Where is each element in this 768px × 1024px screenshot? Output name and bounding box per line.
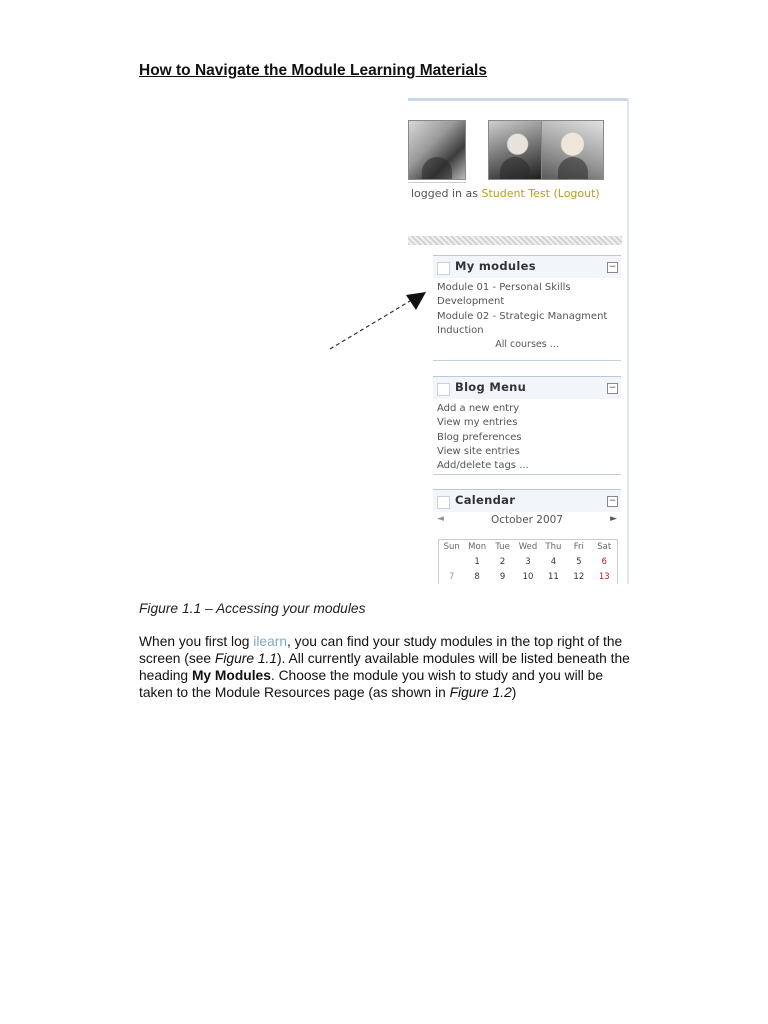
header-photo-man [488,120,542,180]
pointer-arrow-icon [328,290,428,360]
prev-month-icon[interactable]: ◄ [437,514,444,524]
blog-menu-block [433,376,621,473]
calendar-day[interactable]: 11 [547,572,559,582]
calendar-day[interactable]: 3 [525,557,531,567]
weekday-label: Thu [545,542,562,552]
header-photo-left [408,120,466,180]
block-icon [437,383,450,396]
blog-menu-title: Blog Menu [455,380,527,394]
paragraph-text: ). All currently available modules will be listed beneath the heading [139,651,630,683]
login-user-link[interactable]: Student Test [481,187,550,200]
blog-menu-item[interactable]: View site entries [437,445,520,457]
calendar-day[interactable]: 5 [576,557,582,567]
weekday-label: Tue [495,542,510,552]
logout-link[interactable]: (Logout) [553,187,600,200]
minimize-icon[interactable]: − [608,496,617,506]
weekday-label: Fri [573,542,584,552]
blog-menu-item[interactable]: Blog preferences [437,431,522,443]
calendar-month: October 2007 [490,514,564,526]
screenshot-top-border [408,98,629,101]
module-link[interactable]: Module 02 - Strategic Managment [437,310,608,322]
calendar-day[interactable]: 2 [499,557,506,567]
block-separator [433,474,621,475]
hatched-divider [408,236,622,245]
login-prefix: logged in as [411,187,478,200]
calendar-day[interactable] [439,555,464,570]
block-icon [437,496,450,509]
weekday-label: Wed [518,542,538,552]
photo-person-silhouette [558,157,588,179]
blog-menu-item[interactable]: Add/delete tags ... [437,460,529,472]
paragraph-text: . Choose the module you wish to study and you will be taken to the Module Resources page (as shown in [139,668,603,700]
body-paragraph [139,633,639,701]
photo-person-silhouette [500,157,530,179]
calendar-block [433,489,621,584]
next-month-icon[interactable]: ► [610,514,617,524]
figure-reference: Figure 1.2 [449,685,512,700]
calendar-day[interactable]: 1 [474,557,480,567]
calendar-nav [433,512,621,530]
blog-menu-item[interactable]: View my entries [437,417,518,429]
calendar-week-row [439,570,617,584]
module-link[interactable]: Module 01 - Personal Skills [437,282,571,293]
calendar-day[interactable]: 4 [550,557,557,567]
minimize-icon[interactable]: − [608,383,617,393]
login-info [411,187,600,200]
calendar-day[interactable]: 10 [522,572,534,582]
calendar-grid [438,539,618,584]
calendar-day[interactable]: 12 [573,572,585,582]
calendar-day[interactable]: 9 [499,572,506,582]
ilearn-link[interactable]: ilearn [253,634,288,649]
paragraph-text: When you first log [139,634,254,649]
calendar-day[interactable]: 13 [598,572,610,582]
blog-menu-item[interactable]: Add a new entry [437,403,520,414]
paragraph-text: ) [511,685,517,700]
blog-menu-header [433,376,621,399]
figure-caption: Figure 1.1 – Accessing your modules [139,601,366,616]
my-modules-header [433,255,621,278]
minimize-icon[interactable]: − [608,262,617,272]
calendar-title: Calendar [455,493,516,507]
paragraph-text: , you can find your study modules in the top right of the screen (see [139,634,623,666]
module-link[interactable]: Development [437,296,505,308]
header-divider [408,182,466,183]
module-link[interactable]: Induction [437,324,484,336]
calendar-day[interactable]: 7 [449,572,455,582]
screenshot-right-border [627,98,629,584]
figure-reference: Figure 1.1 [214,651,278,666]
weekday-label: Mon [468,542,487,552]
my-modules-block [433,255,621,352]
weekday-label: Sat [597,542,612,552]
my-modules-emphasis: My Modules [191,668,271,683]
calendar-header [433,489,621,512]
block-icon [437,262,450,275]
calendar-day[interactable]: 8 [474,572,480,582]
calendar-weekday-row [439,540,617,555]
all-courses-link[interactable]: All courses ... [495,339,559,351]
ilearn-screenshot [408,98,629,584]
block-separator [433,360,621,361]
weekday-label: Sun [443,542,460,552]
calendar-day[interactable]: 6 [601,557,607,567]
header-photo-woman [541,120,604,180]
calendar-week-row [439,555,617,570]
photo-person-silhouette [422,157,452,179]
page-heading: How to Navigate the Module Learning Materials [139,62,487,79]
my-modules-title: My modules [455,259,536,273]
